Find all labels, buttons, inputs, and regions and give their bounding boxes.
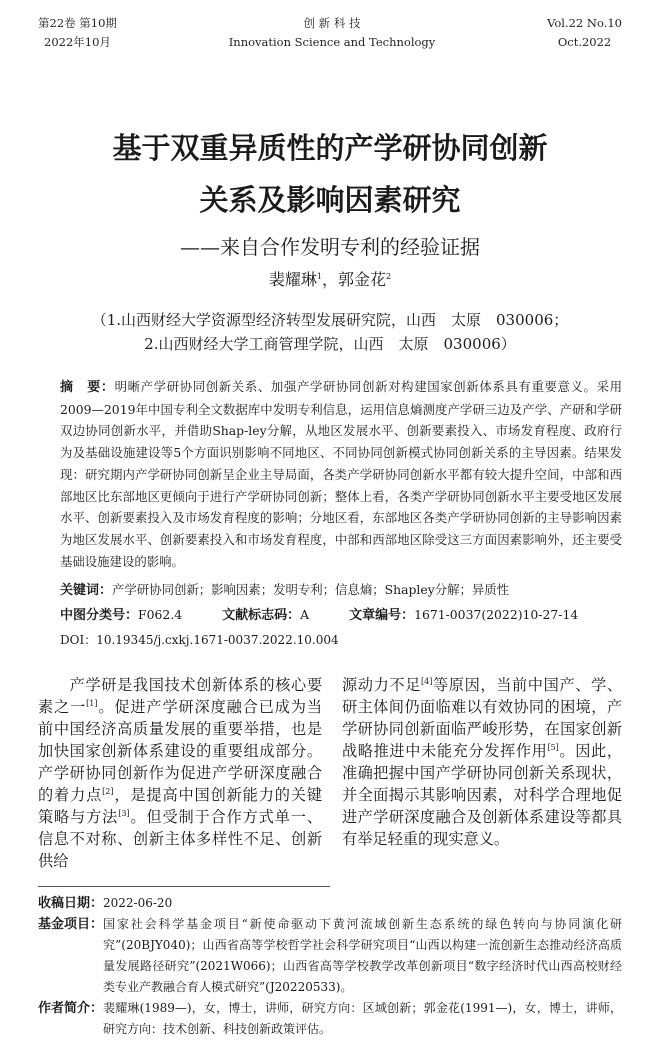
body-text: ，是提高中国创新 [113,786,243,805]
author-2-affil: 2 [386,272,392,281]
body-text: 临严峻形势，在国家创新战略推进中未能充分发 [342,720,623,761]
author-bio-line: 裴耀琳(1989—)，女，博士，讲师，研究方向：区域创新；郭金花(1991—)，女，博士，讲师，研究方向：技术创新、 [103,1001,622,1037]
body-column-left [38,674,322,872]
authors [38,268,622,292]
citation-ref[interactable]: [1] [86,699,98,709]
author-1: 裴耀琳 [268,270,317,289]
citation-ref[interactable]: [3] [118,809,130,819]
issue-date-en: Oct.2022 [557,35,612,49]
article-number-label: 文章编号： [349,608,415,624]
issue-date-cn: 2022年10月 [44,35,111,49]
abstract [38,376,622,572]
clc-label: 中图分类号： [60,608,139,624]
body-columns [38,674,622,872]
abstract-line: 为地区发展水平、创新要素投入和市场发育程度，中部和西部地区除受这三方面因素影响外，还主要受基础设施建设的 [60,531,622,569]
citation-ref[interactable]: [5] [547,743,559,753]
doc-code-label: 文献标志码： [222,608,301,624]
fund-text [103,914,622,998]
keywords-value: 产学研协同创新；影响因素；发明专利；信息熵；Shapley分解；异质性 [112,582,510,598]
abstract-line: 平都有较大提升空间，中部和西部地区比东部地区更倾向于进行产学研协同创新；整体上看，各类产学研协同创新水平 [60,466,623,504]
body-text: 等原因，当前中国产、学、研主体间 [342,676,623,717]
article-meta [38,578,622,652]
doi: DOI：10.19345/j.cxkj.1671-0037.2022.10.004 [60,633,339,648]
body-column-right [342,674,622,872]
body-text: 。促进产学研深度融合已成为当前中国经济 [38,698,323,739]
title-line-2: 关系及影响因素研究 [199,183,461,217]
abstract-line: 影响。 [146,553,184,569]
body-text: 一、信息不对称、创新主体多样性不足、创新供给 [38,808,323,871]
fund-line: (2021W066)；山西省高等学校教学改革创新项目“数字经济时代山西高校财经类专业产教融合育人模式研 [103,959,622,995]
clc-number [60,603,182,628]
body-text: 高质量发展的重要举措，也是加快国家创新体系 [38,720,322,761]
author-2: 郭金花 [338,270,387,289]
running-header [38,14,622,52]
body-line [342,830,509,848]
author-sep: ， [321,270,338,289]
abstract-line: 中国专利全文数据库中发明专利信息，运用信息熵测度产学研三边及产学、产研和学研双边协同创新水平，并借助Shap- [60,401,623,439]
fund-label: 基金项目： [38,917,104,933]
journal-name-cn: 创 新 科 技 [303,16,361,30]
abstract-line: 协同创新模式协同创新关系的主导因素。结果发现：研究期内产学研协同创新呈企业主导局面，各类产学研协同创新水 [60,445,622,482]
journal-name-en: Innovation Science and Technology [228,35,436,49]
abstract-line: ley分解，从地区发展水平、创新要素投入、市场发育程度、政府行为及基础设施建设等5个方面识别影响不同地区、不同 [60,423,622,461]
volume-issue: 第22卷 第10期 [38,16,117,30]
body-text: 仍面临难以有效协同的困境，产学研协同创新面 [342,698,623,739]
volume-en: Vol.22 No.10 [547,16,622,30]
affiliation-2: 2.山西财经大学工商管理学院，山西 太原 030006） [144,335,516,353]
subtitle: ——来自合作发明专利的经验证据 [180,235,480,259]
received-label: 收稿日期： [38,896,104,912]
affiliation-1: （1.山西财经大学资源型经济转型发展研究院，山西 太原 030006； [91,311,569,329]
body-text: 关系现状，并全面揭示其影响因素，对科学合理 [342,764,623,805]
body-text: 建设的重要组成部分。产学研协同创新作为促 [38,742,322,783]
body-text: 。但受制于合作方式单 [129,808,291,827]
document-code [222,603,309,628]
body-text: 。因此，准确把握中国产学研协同创新 [342,742,623,783]
citation-ref[interactable]: [2] [102,787,114,797]
title-line-1: 基于双重异质性的产学研协同创新 [112,131,548,165]
body-text: 有举足轻重的现实意义。 [342,830,510,849]
classification-row [38,603,622,628]
received-value: 2022-06-20 [103,896,173,911]
fund-line: 究”(J20220533)。 [247,980,353,995]
body-text: 源动力不足 [342,676,422,695]
article-number [349,603,578,628]
footnotes [38,893,622,1040]
affiliations [38,308,622,356]
article-number-value: 1671-0037(2022)10-27-14 [414,607,579,623]
body-text: 地促进产学研深度融合及创新体系建设等都具 [342,786,623,827]
footnote-divider [38,886,330,887]
abstract-label: 摘 要： [60,380,115,395]
body-text: 挥作用 [500,742,548,761]
citation-ref[interactable]: [4] [421,677,433,687]
author-1-affil: 1 [316,272,322,281]
author-bio-label: 作者简介： [38,1001,104,1017]
abstract-line: 明晰产学研协同创新关系、加强产学研协同创新对构建国家创新体系具有重要意义。采用2009—2019年 [60,379,622,417]
received-date [38,893,622,914]
keywords-label: 关键词： [60,583,113,599]
author-bio [38,998,622,1040]
body-text: 进产学研深度融合的着力点 [38,764,322,805]
body-text: 一 [70,698,87,717]
abstract-line: 主要受地区发展水平、创新要素投入及市场发育程度的影响；分地区看，东部地区各类产学研协同创新的主导影响因素 [60,488,623,526]
fund-line: 国家社会科学基金项目“新使命驱动下黄河流域创新生态系统的绿色转向与协同演化研究”(20BJY040)；山 [103,917,622,953]
keywords [38,578,622,603]
author-bio-line: 科技创新政策评估。 [223,1022,332,1037]
body-text: 能力的关键策略与方法 [38,786,323,827]
body-text: 产学研是我国技术创新体系的核心要素之 [38,676,322,717]
fund-info [38,914,622,998]
author-bio-text [103,998,622,1040]
clc-value: F062.4 [138,607,183,623]
fund-line: 西省高等学校哲学社会科学研究项目“山西以构建一流创新生态推动经济高质量发展路径研究” [103,938,622,974]
doc-code-value: A [300,607,310,623]
